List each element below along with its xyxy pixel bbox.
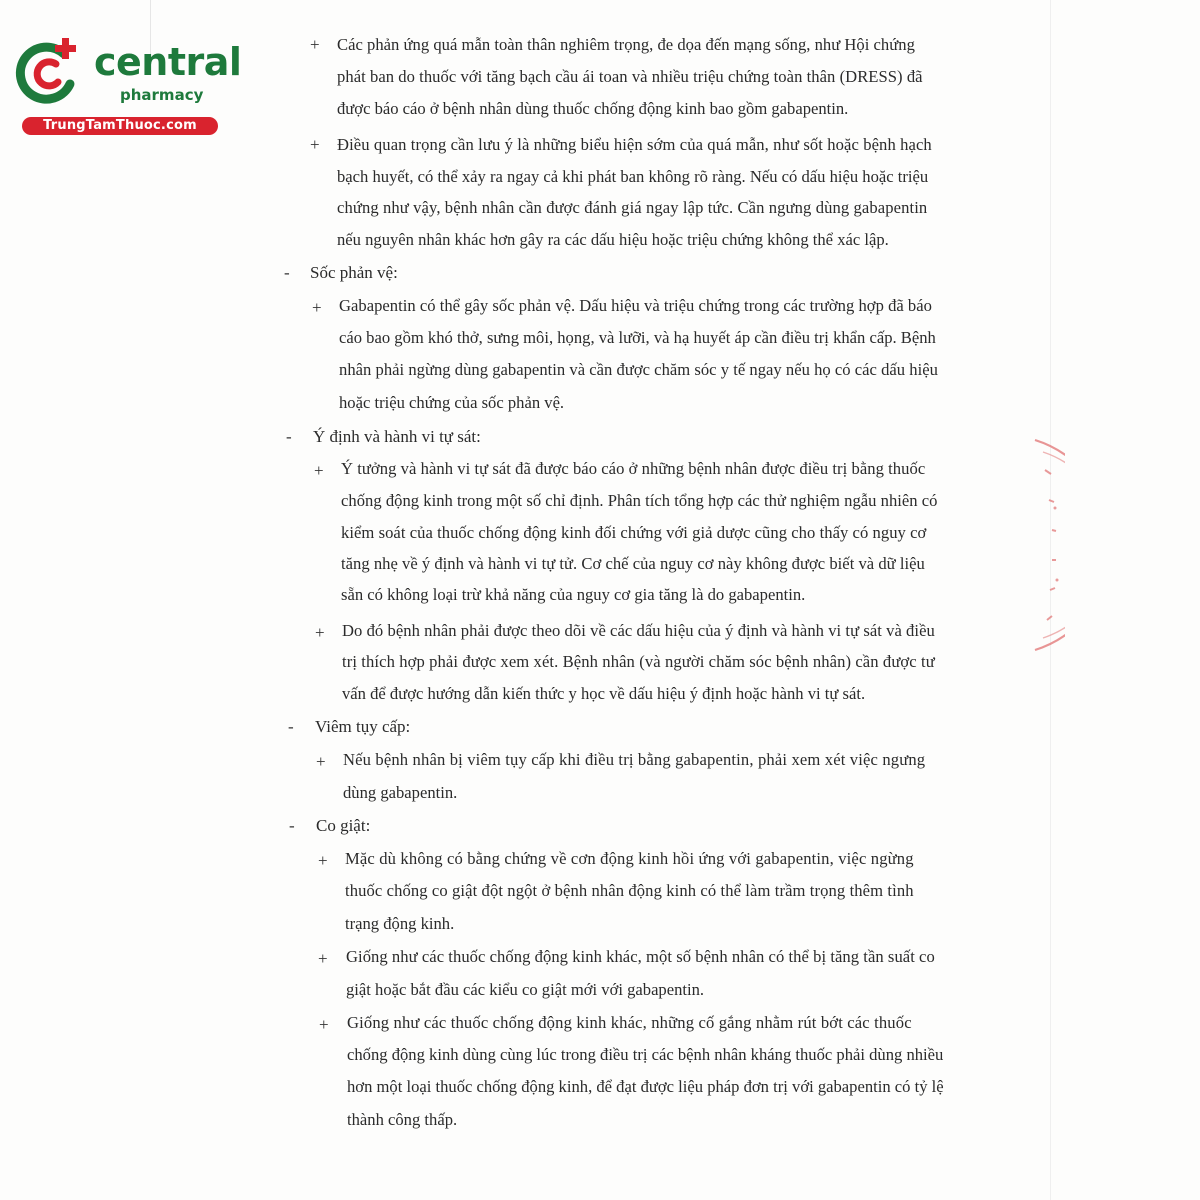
paragraph-line: Gabapentin có thể gây sốc phản vệ. Dấu hiệu và triệu chứng trong các trường hợp đã báo — [339, 296, 932, 315]
red-seal-stamp-fragment — [1005, 430, 1065, 660]
paragraph-line: được báo cáo ở bệnh nhân dùng thuốc chống động kinh bao gồm gabapentin. — [337, 99, 849, 118]
paragraph-line: Ý tưởng và hành vi tự sát đã được báo cáo ở những bệnh nhân được điều trị bằng thuốc — [341, 459, 926, 478]
section-heading: Viêm tụy cấp: — [315, 717, 411, 736]
paragraph-line: Các phản ứng quá mẫn toàn thân nghiêm trọng, đe dọa đến mạng sống, như Hội chứng — [337, 35, 915, 54]
bullet-plus: + — [312, 298, 322, 317]
paragraph-line: vấn để được hướng dẫn kiến thức y học về dấu hiệu ý định hoặc hành vi tự sát. — [342, 684, 866, 703]
paragraph-line: nhân phải ngừng dùng gabapentin và cần được chăm sóc y tế ngay nếu họ có các dấu hiệu — [339, 360, 938, 379]
paragraph-line: dùng gabapentin. — [343, 783, 458, 802]
logo-subtitle: pharmacy — [120, 86, 204, 104]
paragraph-line: Giống như các thuốc chống động kinh khác, một số bệnh nhân có thể bị tăng tần suất co — [346, 947, 935, 966]
paragraph-line: bạch huyết, có thể xảy ra ngay cả khi phát ban không rõ ràng. Nếu có dấu hiệu hoặc triệu — [337, 167, 929, 186]
paragraph-line: tăng nhẹ về ý định và hành vi tự tử. Cơ chế của nguy cơ này không được biết và dữ liệu — [341, 554, 925, 573]
bullet-plus: + — [315, 623, 325, 642]
bullet-plus: + — [316, 752, 326, 771]
paragraph-line: chống động kinh dùng cùng lúc trong điều trị các bệnh nhân kháng thuốc phải dùng nhiều — [347, 1045, 944, 1064]
section-heading: Co giật: — [316, 816, 371, 835]
paragraph-line: chống động kinh trong một số chỉ định. Phân tích tổng hợp các thử nghiệm ngẫu nhiên có — [341, 491, 938, 510]
paragraph-line: trị thích hợp phải được xem xét. Bệnh nhân (và người chăm sóc bệnh nhân) cần được tư — [342, 652, 935, 671]
paragraph-line: kiểm soát của thuốc chống động kinh đối chứng với giả dược cũng cho thấy có nguy cơ — [341, 523, 927, 542]
paragraph-line: trạng động kinh. — [345, 914, 455, 933]
bullet-plus: + — [318, 949, 328, 968]
bullet-dash: - — [288, 717, 294, 736]
bullet-plus: + — [310, 135, 320, 154]
paragraph-line: Giống như các thuốc chống động kinh khác, những cố gắng nhằm rút bớt các thuốc — [347, 1013, 912, 1032]
central-pharmacy-logo[interactable] — [10, 36, 242, 136]
paragraph-line: Nếu bệnh nhân bị viêm tụy cấp khi điều trị bằng gabapentin, phải xem xét việc ngưng — [343, 750, 926, 769]
paragraph-line: hoặc triệu chứng của sốc phản vệ. — [339, 393, 565, 412]
bullet-dash: - — [286, 427, 292, 446]
paragraph-line: Do đó bệnh nhân phải được theo dõi về các dấu hiệu của ý định và hành vi tự sát và điều — [342, 621, 935, 640]
paragraph-line: thuốc chống co giật đột ngột ở bệnh nhân động kinh có thể làm trầm trọng thêm tình — [345, 881, 914, 900]
bullet-plus: + — [318, 851, 328, 870]
paragraph-line: sẵn có không loại trừ khả năng của nguy cơ gia tăng là do gabapentin. — [341, 585, 806, 604]
paragraph-line: giật hoặc bắt đầu các kiểu co giật mới với gabapentin. — [346, 980, 705, 999]
bullet-plus: + — [310, 35, 320, 54]
section-heading: Sốc phản vệ: — [310, 263, 398, 282]
bullet-plus: + — [319, 1015, 329, 1034]
paragraph-line: phát ban do thuốc với tăng bạch cầu ái toan và nhiều triệu chứng toàn thân (DRESS) đã — [337, 67, 923, 86]
section-heading: Ý định và hành vi tự sát: — [313, 427, 481, 446]
paragraph-line: hơn một loại thuốc chống động kinh, để đạt được liệu pháp đơn trị với gabapentin có tỷ lệ — [347, 1077, 944, 1096]
bullet-plus: + — [314, 461, 324, 480]
pharmacy-cross-logo-icon — [10, 36, 82, 108]
logo-name: central — [94, 40, 242, 84]
paragraph-line: thành công thấp. — [347, 1110, 458, 1129]
paragraph-line: cáo bao gồm khó thở, sưng môi, họng, và lưỡi, và hạ huyết áp cần điều trị khẩn cấp. Bệnh — [339, 328, 936, 347]
paragraph-line: Điều quan trọng cần lưu ý là những biểu hiện sớm của quá mẫn, như sốt hoặc bệnh hạch — [337, 135, 932, 154]
paragraph-line: nếu nguyên nhân khác hơn gây ra các dấu hiệu hoặc triệu chứng không thể xác lập. — [337, 230, 889, 249]
paragraph-line: chứng như vậy, bệnh nhân cần được đánh giá ngay lập tức. Cần ngưng dùng gabapentin — [337, 198, 928, 217]
paragraph-line: Mặc dù không có bằng chứng về cơn động kinh hồi ứng với gabapentin, việc ngừng — [345, 849, 914, 868]
bullet-dash: - — [284, 263, 290, 282]
bullet-dash: - — [289, 816, 295, 835]
logo-url-badge[interactable]: TrungTamThuoc.com — [22, 117, 218, 135]
